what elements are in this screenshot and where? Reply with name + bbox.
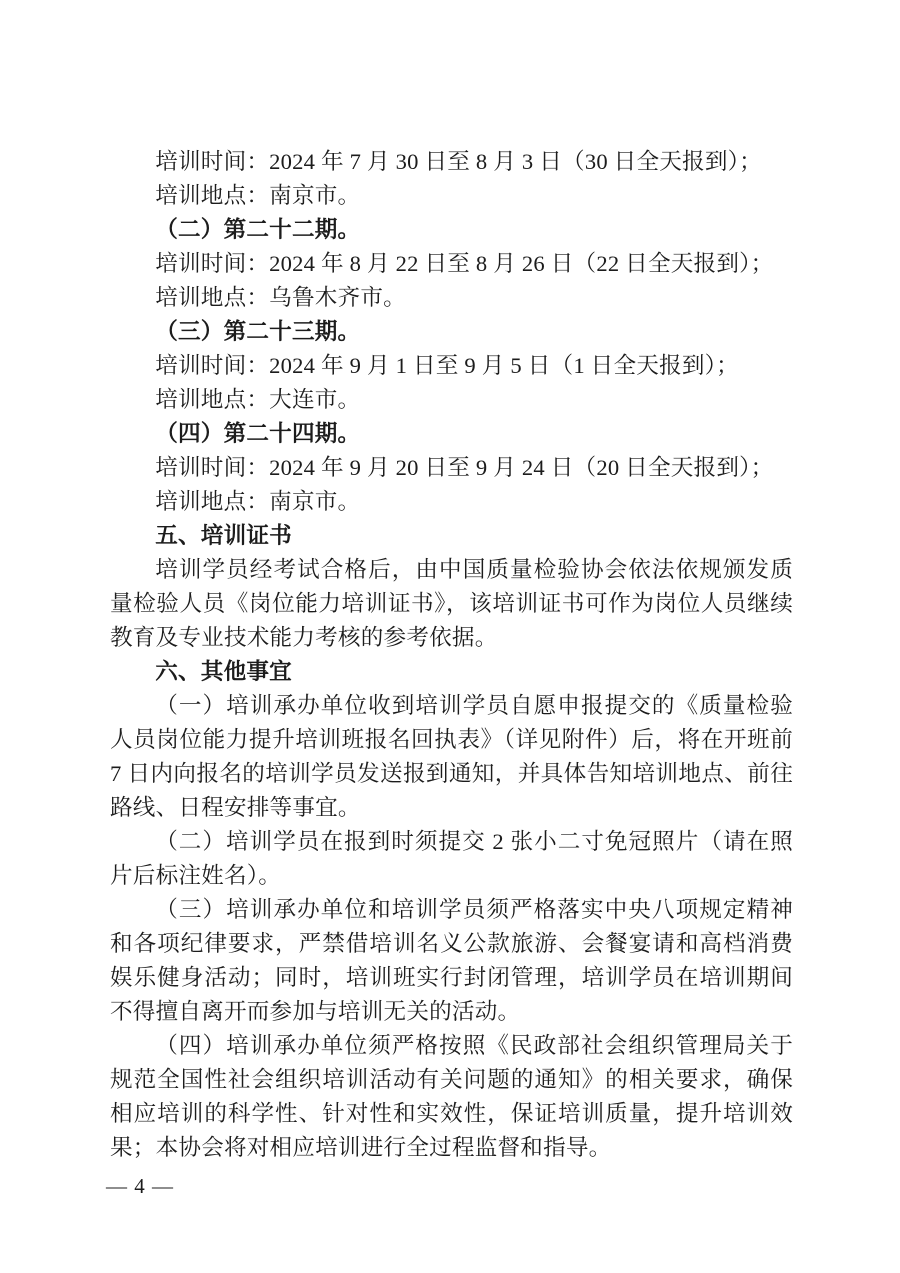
page-number: — 4 —	[106, 1174, 174, 1198]
document-text-block	[110, 145, 793, 1165]
session-heading-22: （二）第二十二期。	[155, 217, 361, 242]
paragraph-other-matters-2: （二）培训学员在报到时须提交 2 张小二寸免冠照片（请在照片后标注姓名）。	[110, 829, 793, 888]
section-heading-other-matters: 六、其他事宜	[155, 659, 292, 684]
paragraph-certificate: 培训学员经考试合格后，由中国质量检验协会依法依规颁发质量检验人员《岗位能力培训证书》，该培训证书可作为岗位人员继续教育及专业技术能力考核的参考依据。	[110, 557, 793, 650]
training-location-line-session-22: 培训地点：乌鲁木齐市。	[155, 285, 406, 310]
paragraph-other-matters-1: （一）培训承办单位收到培训学员自愿申报提交的《质量检验人员岗位能力提升培训班报名回执表》（详见附件）后，将在开班前 7 日内向报名的培训学员发送报到通知，并具体告知培训地点、前往路线、日程安排等事宜。	[110, 693, 793, 820]
section-heading-certificate: 五、培训证书	[155, 523, 292, 548]
training-time-line-session-23: 培训时间：2024 年 9 月 1 日至 9 月 5 日（1 日全天报到）；	[155, 353, 739, 378]
session-heading-23: （三）第二十三期。	[155, 319, 361, 344]
paragraph-other-matters-3: （三）培训承办单位和培训学员须严格落实中央八项规定精神和各项纪律要求，严禁借培训名义公款旅游、会餐宴请和高档消费娱乐健身活动；同时，培训班实行封闭管理，培训学员在培训期间不得擅自离开而参加与培训无关的活动。	[110, 897, 793, 1024]
session-heading-24: （四）第二十四期。	[155, 421, 361, 446]
training-location-line-session-23: 培训地点：大连市。	[155, 387, 361, 412]
training-time-line-session-24: 培训时间：2024 年 9 月 20 日至 9 月 24 日（20 日全天报到）；	[155, 455, 774, 480]
training-location-line-session-24: 培训地点：南京市。	[155, 489, 361, 514]
training-time-line-session-21: 培训时间：2024 年 7 月 30 日至 8 月 3 日（30 日全天报到）；	[155, 149, 762, 174]
training-location-line-session-21: 培训地点：南京市。	[155, 183, 361, 208]
training-time-line-session-22: 培训时间：2024 年 8 月 22 日至 8 月 26 日（22 日全天报到）；	[155, 251, 774, 276]
paragraph-other-matters-4: （四）培训承办单位须严格按照《民政部社会组织管理局关于规范全国性社会组织培训活动有关问题的通知》的相关要求，确保相应培训的科学性、针对性和实效性，保证培训质量，提升培训效果；本协会将对相应培训进行全过程监督和指导。	[110, 1033, 793, 1160]
